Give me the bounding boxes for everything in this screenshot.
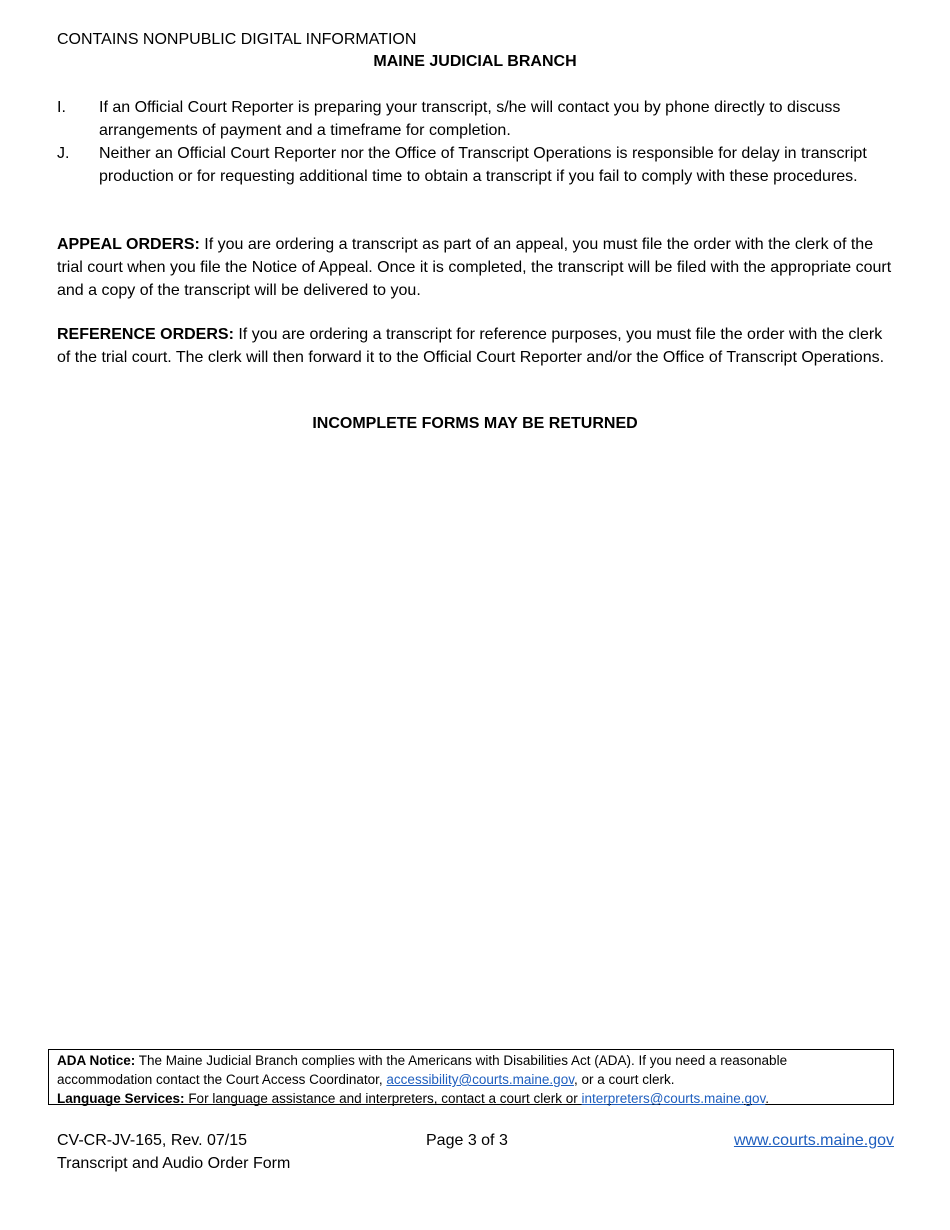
accessibility-email-link[interactable]: accessibility@courts.maine.gov: [386, 1072, 574, 1087]
incomplete-forms-notice: INCOMPLETE FORMS MAY BE RETURNED: [312, 415, 638, 432]
nonpublic-notice: CONTAINS NONPUBLIC DIGITAL INFORMATION: [57, 31, 417, 48]
website-link[interactable]: www.courts.maine.gov: [733, 1132, 894, 1149]
reference-orders-paragraph: [57, 323, 897, 369]
page-number: Page 3 of 3: [426, 1132, 508, 1149]
list-item-letter: J.: [57, 145, 70, 162]
list-item-letter: I.: [57, 99, 66, 116]
form-name: Transcript and Audio Order Form: [57, 1155, 291, 1172]
list-item-text: Neither an Official Court Reporter nor the Office of Transcript Operations is responsible for delay in transcript production or for requesting additional time to obtain a transcript if you fail to comply with these procedures.: [99, 145, 867, 185]
form-identifier: [57, 1129, 290, 1175]
form-number: CV-CR-JV-165, Rev. 07/15: [57, 1132, 248, 1149]
ada-notice-label: ADA Notice:: [57, 1053, 136, 1068]
appeal-orders-paragraph: [57, 233, 897, 302]
reference-orders-text: If you are ordering a transcript for reference purposes, you must file the order with the clerk of the trial court. The clerk will then forward it to the Official Court Reporter and/or the Office of Transcript Operations.: [57, 326, 885, 366]
reference-orders-label: REFERENCE ORDERS:: [57, 326, 234, 343]
list-item: [57, 96, 892, 142]
list-item-text: If an Official Court Reporter is preparing your transcript, s/he will contact you by phone directly to discuss arrangements of payment and a timeframe for completion.: [99, 99, 841, 139]
language-services-end: .: [765, 1091, 770, 1106]
ada-notice-box: [48, 1049, 894, 1105]
list-item: [57, 142, 892, 188]
ada-notice: [57, 1051, 885, 1089]
instruction-list: [57, 96, 892, 188]
appeal-orders-text: If you are ordering a transcript as part of an appeal, you must file the order with the clerk of the trial court when you file the Notice of Appeal. Once it is completed, the transcript will be filed with the appropriate court and a copy of the transcript will be delivered to you.: [57, 236, 892, 299]
interpreters-email-link[interactable]: interpreters@courts.maine.gov: [581, 1091, 766, 1106]
ada-notice-text: The Maine Judicial Branch complies with the Americans with Disabilities Act (ADA). If you need a reasonable accommodation contact the Court Access Coordinator,: [57, 1053, 788, 1087]
ada-notice-text-end: , or a court clerk.: [573, 1072, 675, 1087]
appeal-orders-label: APPEAL ORDERS:: [57, 236, 200, 253]
language-services-text: For language assistance and interpreters, contact a court clerk or: [184, 1091, 582, 1106]
language-services-label: Language Services:: [57, 1091, 185, 1106]
language-services: [57, 1089, 885, 1108]
page-title: MAINE JUDICIAL BRANCH: [373, 53, 577, 70]
